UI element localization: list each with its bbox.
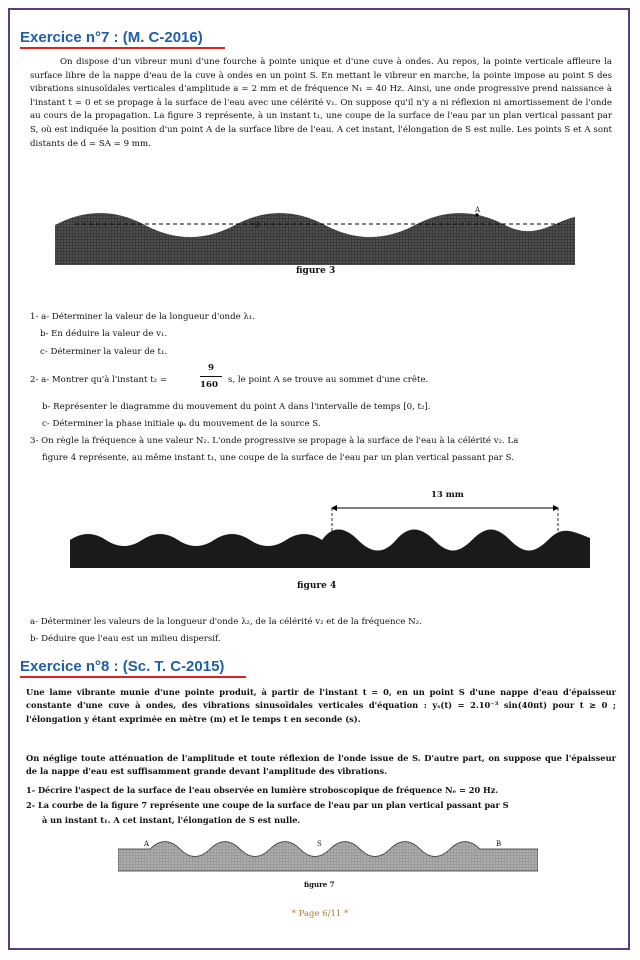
question-2a-end: s, le point A se trouve au sommet d'une crête. [228,375,429,385]
exercise-7-intro: On dispose d'un vibreur muni d'une fourche à pointe unique et d'une cuve à ondes. Au repos, la pointe verticale affleure la surface libre de la nappe d'eau de la cuve à ondes en un point S. En mettant le vibreur en marche, la pointe impose au point S des vibrations sinusoïdales verticales d'amplitude a = 2 mm et de fréquence N₁ = 40 Hz. Ainsi, une onde progressive prend naissance à l'instant t = 0 et se propage à la surface de l'eau avec une célérité v₁. On suppose qu'il n'y a ni réflexion ni amortissement de l'onde au cours de la propagation. La figure 3 représente, à un instant t₁, une coupe de la surface de l'eau par un plan vertical passant par S, où est indiquée la position d'un point A de la surface libre de l'eau. A cet instant, l'élongation de S est nulle. Les points S et A sont distants de d = SA = 9 mm. [30,57,612,149]
figure-3-label-s: S [254,222,259,230]
figure-7-label-a: A [144,840,150,848]
exercise-8-intro: Une lame vibrante munie d'une pointe produit, à partir de l'instant t = 0, en un point S d'une nappe d'eau d'épaisseur constante d'une cuve à ondes, des vibrations sinusoïdales verticales d'équation : yₛ(t) = 2.10⁻³ sin(40πt) pour t ≥ 0 ; l'élongation y étant exprimée en mètre (m) et le temps t en seconde (s). [26,687,616,724]
figure-3-label-a: A [475,206,481,214]
question-3-line2: figure 4 représente, au même instant t₁, une coupe de la surface de l'eau par un plan vertical passant par S. [42,453,514,463]
question-2a-numerator: 9 [208,363,214,373]
question-2c: c- Déterminer la phase initiale φₛ du mouvement de la source S. [42,419,321,429]
figure-3-caption: figure 3 [296,266,336,276]
figure-3 [55,195,575,265]
exercise-7-title: Exercice n°7 : (M. C-2016) [20,29,203,46]
figure-7-label-b: B [496,840,502,848]
fraction-bar [200,376,222,377]
question-2b: b- Représenter le diagramme du mouvement du point A dans l'intervalle de temps [0, t₂]. [42,402,431,412]
figure-4-distance: 13 mm [431,490,464,500]
figure-4-caption: figure 4 [297,581,337,591]
question-3-line1: 3- On règle la fréquence à une valeur N₂. L'onde progressive se propage à la surface de l'eau à la célérité v₂. La [30,436,519,446]
figure-7 [118,835,538,875]
figure-7-water [118,842,538,872]
question-3a: a- Déterminer les valeurs de la longueur d'onde λ₂, de la célérité v₂ et de la fréquence N₂. [30,617,422,627]
figure-7-caption: figure 7 [304,880,335,889]
question-3b: b- Déduire que l'eau est un milieu dispersif. [30,634,221,644]
figure-4 [70,496,590,576]
question-1a: 1- a- Déterminer la valeur de la longueur d'onde λ₁. [30,312,256,322]
figure-4-water [70,530,590,569]
ex8-question-1: 1- Décrire l'aspect de la surface de l'eau observée en lumière stroboscopique de fréquence Nₑ = 20 Hz. [26,785,499,795]
page-number: * Page 6/11 * [291,909,349,919]
exercise-8-intro-2: On néglige toute atténuation de l'amplitude et toute réflexion de l'onde issue de S. D'autre part, on suppose que l'épaisseur de la nappe d'eau est suffisamment grande devant l'amplitude des vibrations. [26,753,616,777]
exercise-8-title: Exercice n°8 : (Sc. T. C-2015) [20,658,224,675]
question-1b: b- En déduire la valeur de v₁. [40,329,168,339]
question-1c: c- Déterminer la valeur de t₁. [40,347,168,357]
ex8-question-2-line2: à un instant t₁. A cet instant, l'élongation de S est nulle. [42,815,301,825]
ex8-question-2-line1: 2- La courbe de la figure 7 représente une coupe de la surface de l'eau par un plan vertical passant par S [26,800,509,810]
figure-7-label-s: S [317,840,322,848]
question-2a-start: 2- a- Montrer qu'à l'instant t₂ = [30,375,168,385]
question-2a-denominator: 160 [200,380,218,390]
figure-3-water [55,213,575,265]
